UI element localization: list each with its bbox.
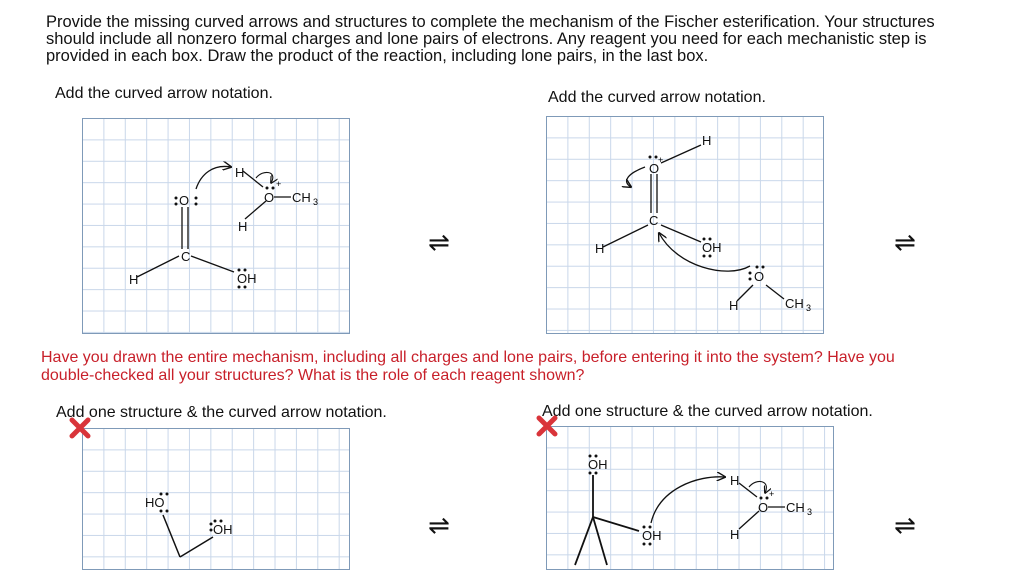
curved-arrow[interactable]	[196, 166, 231, 189]
atom-o: O	[179, 193, 190, 208]
box3-structure	[83, 429, 349, 569]
curved-arrow[interactable]	[651, 477, 725, 523]
box4-prompt: Add one structure & the curved arrow notation.	[542, 403, 873, 420]
box3-prompt: Add one structure & the curved arrow notation.	[56, 404, 387, 421]
incorrect-x-icon	[535, 414, 559, 438]
bond-line	[245, 201, 266, 219]
bond-line	[737, 285, 753, 301]
equilibrium-arrow: ⇌	[894, 510, 916, 540]
curved-arrow[interactable]	[256, 172, 273, 183]
atom-c: C	[649, 213, 659, 228]
curved-arrow[interactable]	[749, 481, 766, 493]
bond-line	[180, 537, 213, 557]
mechanism-box-1[interactable]	[82, 118, 350, 334]
box1-prompt: Add the curved arrow notation.	[55, 85, 273, 102]
bond-line	[243, 171, 263, 187]
methyl-group: CH	[786, 500, 805, 515]
atom-o: O	[758, 500, 769, 515]
equilibrium-arrow: ⇌	[428, 510, 450, 540]
bond-line	[739, 483, 757, 497]
hydroxyl-group: OH	[588, 457, 608, 472]
subscript-3: 3	[807, 507, 813, 517]
box2-prompt: Add the curved arrow notation.	[548, 89, 766, 106]
atom-h: H	[702, 133, 712, 148]
plus-charge: +	[276, 179, 282, 189]
atom-h: H	[235, 165, 245, 180]
atom-o: O	[264, 190, 275, 205]
hydroxyl-group: OH	[213, 522, 233, 537]
bond-line	[661, 145, 701, 163]
atom-h: H	[730, 527, 740, 542]
methyl-group: CH	[785, 296, 804, 311]
mechanism-box-4[interactable]	[546, 426, 834, 570]
subscript-3: 3	[806, 303, 812, 313]
hydroxyl-group: HO	[145, 495, 165, 510]
methyl-group: CH	[292, 190, 311, 205]
incorrect-x-icon	[68, 416, 92, 440]
hydroxyl-group: OH	[702, 240, 722, 255]
warning-text: Have you drawn the entire mechanism, including all charges and lone pairs, before entering it into the system? Have you double-checked all your structures? What is the role of each reagent shown?	[41, 349, 895, 384]
bond-line	[191, 256, 234, 272]
subscript-3: 3	[313, 197, 319, 207]
atom-h: H	[730, 473, 740, 488]
box4-structure	[547, 427, 833, 569]
instructions-text: Provide the missing curved arrows and structures to complete the mechanism of the Fischer esterification. Your structures should include all nonzero formal charges and lone pairs of electrons. Any reagent you need for each mechanistic step is provided in each box. Draw the product of the reaction, including lone pairs, in the last box.	[46, 13, 935, 65]
bond-line	[593, 517, 639, 531]
mechanism-box-3[interactable]	[82, 428, 350, 570]
bond-line	[603, 225, 648, 247]
atom-h: H	[129, 272, 139, 287]
plus-charge: +	[769, 489, 775, 499]
equilibrium-arrow: ⇌	[428, 227, 450, 257]
bond-line	[163, 515, 180, 557]
atom-h: H	[595, 241, 605, 256]
mechanism-box-2[interactable]	[546, 116, 824, 334]
bond-line	[661, 225, 701, 242]
plus-charge: +	[658, 155, 664, 165]
atom-o: O	[754, 269, 765, 284]
bond-line	[766, 285, 784, 299]
hydroxyl-group: OH	[237, 271, 257, 286]
equilibrium-arrow: ⇌	[894, 227, 916, 257]
atom-c: C	[181, 249, 191, 264]
box1-structure	[83, 119, 349, 333]
bond-line	[739, 511, 759, 529]
atom-h: H	[729, 298, 739, 313]
hydroxyl-group: OH	[642, 528, 662, 543]
box2-structure	[547, 117, 823, 333]
curved-arrow[interactable]	[627, 167, 645, 187]
atom-h: H	[238, 219, 248, 234]
bond-line	[137, 256, 179, 277]
atom-o: O	[649, 161, 660, 176]
